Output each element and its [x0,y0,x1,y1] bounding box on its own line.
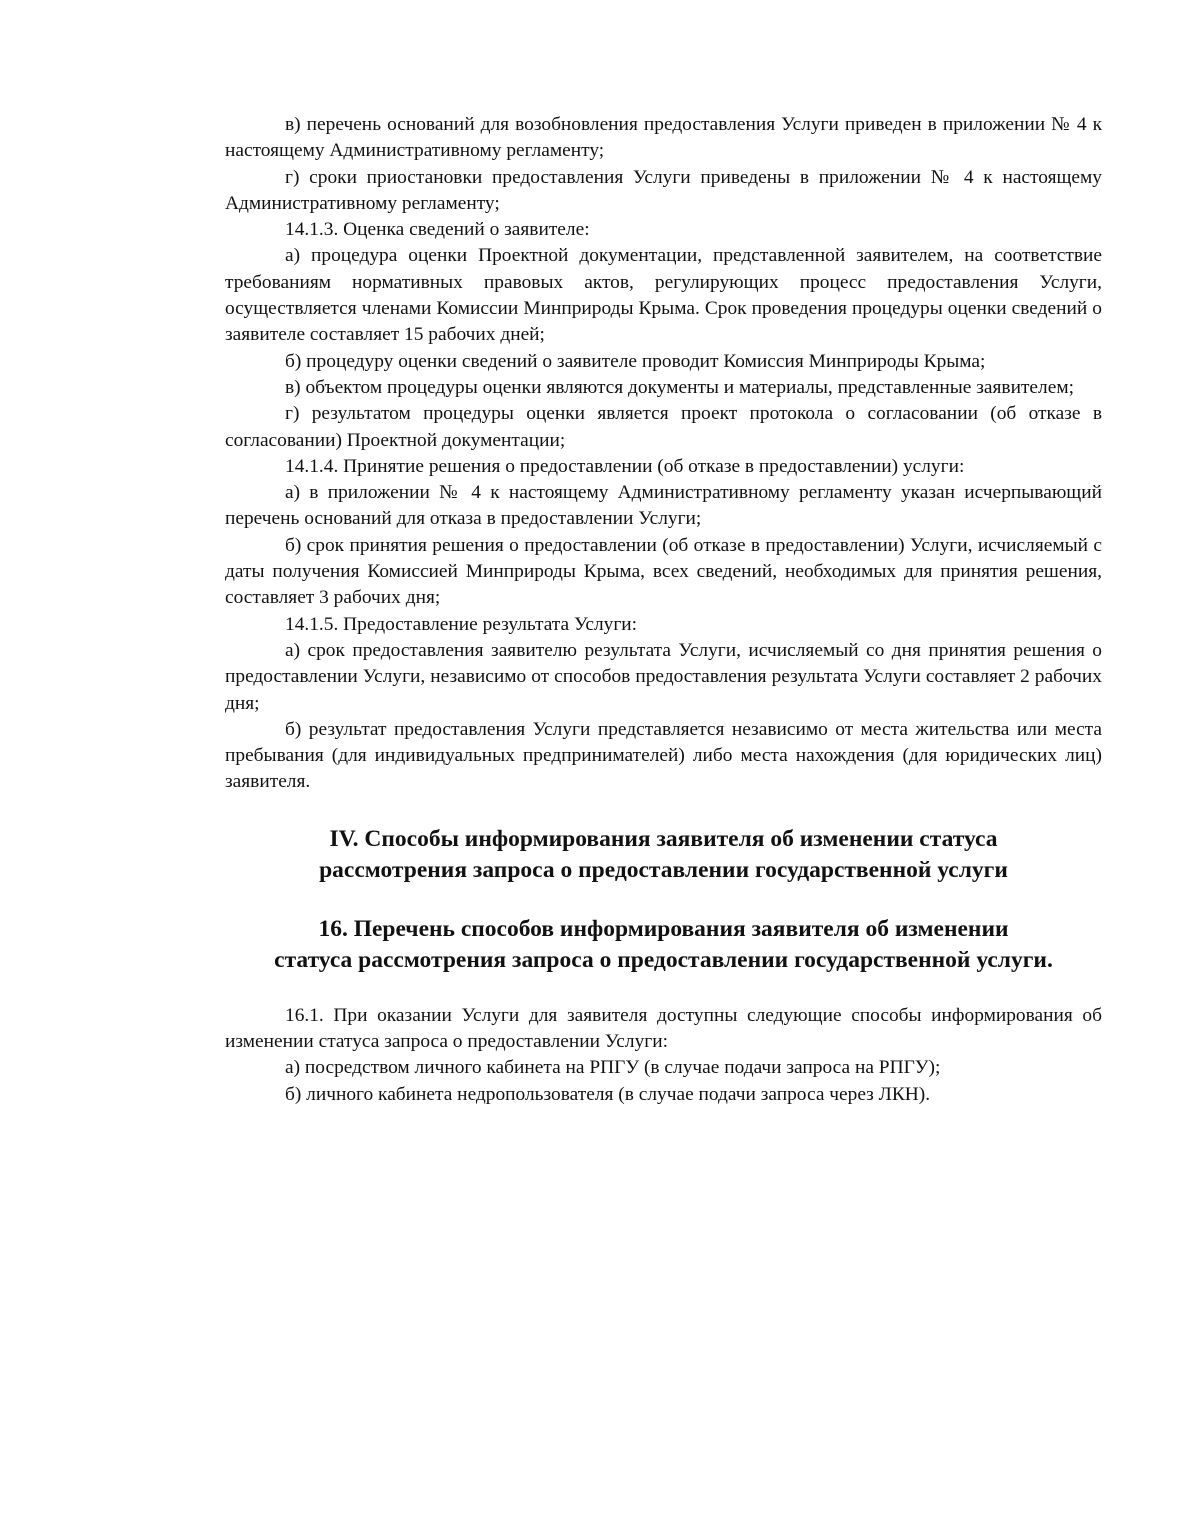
paragraph: 14.1.5. Предоставление результата Услуги: [285,613,638,635]
paragraph: б) результат предоставления Услуги представляется независимо от места жительства или места пребывания (для индивидуальных предпринимателей) либо места нахождения (для юридических лиц) заявителя. [225,718,1102,793]
paragraph: г) результатом процедуры оценки является проект протокола о согласовании (об отказе в согласовании) Проектной документации; [225,403,1102,451]
section-16-heading-line: статуса рассмотрения запроса о предоставлении государственной услуги. [274,946,1053,973]
section-16-heading-line: 16. Перечень способов информирования заявителя об изменении [318,915,1009,942]
section-iv-heading-line: рассмотрения запроса о предоставлении государственной услуги [319,856,1008,883]
paragraph: б) срок принятия решения о предоставлении (об отказе в предоставлении) Услуги, исчисляемый с даты получения Комиссией Минприроды Крыма, всех сведений, необходимых для принятия решения, составляет 3 рабочих дня; [225,534,1102,609]
section-iv-heading-line: IV. Способы информирования заявителя об изменении статуса [329,825,998,852]
paragraph: г) сроки приостановки предоставления Услуги приведены в приложении № 4 к настоящему Административному регламенту; [225,166,1102,214]
paragraph: 14.1.4. Принятие решения о предоставлении (об отказе в предоставлении) услуги: [285,455,965,477]
section-16-heading [225,914,1102,976]
section-iv-heading [225,824,1102,886]
document-page [225,112,1102,1108]
paragraph: 14.1.3. Оценка сведений о заявителе: [285,219,590,241]
paragraph: б) процедуру оценки сведений о заявителе проводит Комиссия Минприроды Крыма; [285,350,986,372]
paragraph: а) в приложении № 4 к настоящему Административному регламенту указан исчерпывающий перечень оснований для отказа в предоставлении Услуги; [225,482,1102,530]
paragraph: 16.1. При оказании Услуги для заявителя доступны следующие способы информирования об изменении статуса запроса о предоставлении Услуги: [225,1004,1102,1053]
paragraph: а) срок предоставления заявителю результата Услуги, исчисляемый со дня принятия решения о предоставлении Услуги, независимо от способов предоставления результата Услуги составляет 2 рабочих дня; [225,639,1102,714]
paragraph: а) процедура оценки Проектной документации, представленной заявителем, на соответствие требованиям нормативных правовых актов, регулирующих процесс предоставления Услуги, осуществляется членами Комиссии Минприроды Крыма. Срок проведения процедуры оценки сведений о заявителе составляет 15 рабочих дней; [225,245,1102,346]
paragraph: в) перечень оснований для возобновления предоставления Услуги приведен в приложении № 4 к настоящему Административному регламенту; [225,114,1102,162]
paragraph: а) посредством личного кабинета на РПГУ (в случае подачи запроса на РПГУ); [285,1057,941,1079]
paragraph: в) объектом процедуры оценки являются документы и материалы, представленные заявителем; [285,376,1074,398]
paragraph: б) личного кабинета недропользователя (в случае подачи запроса через ЛКН). [285,1083,931,1105]
